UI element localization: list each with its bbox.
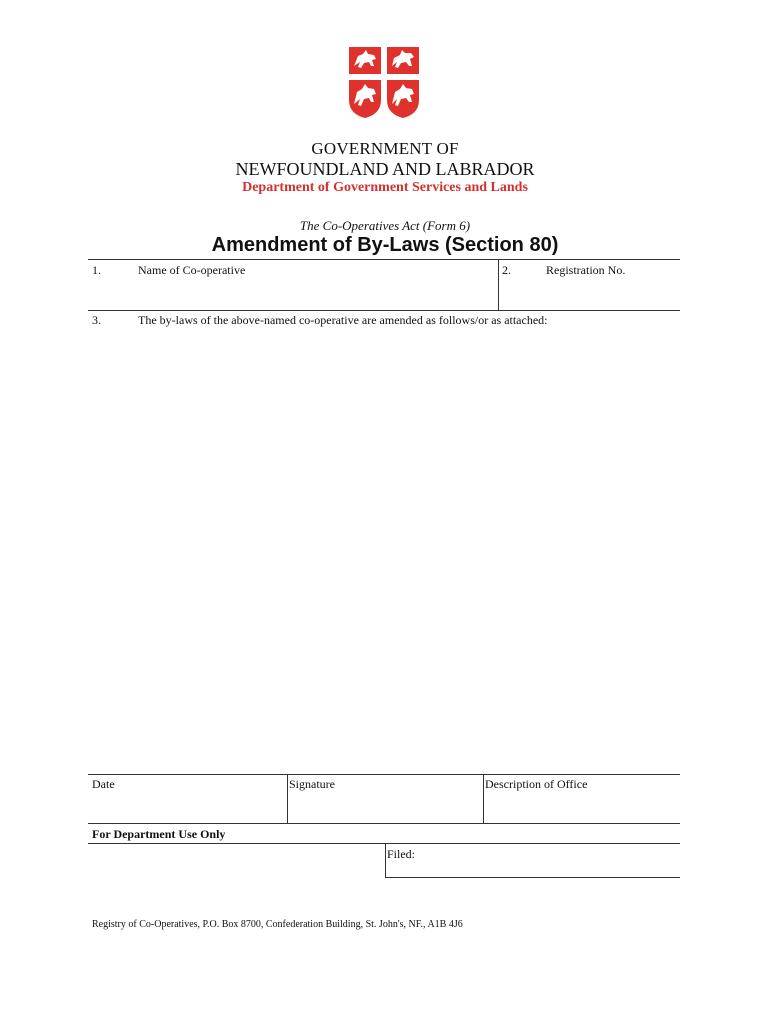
date-field[interactable] [92,793,282,821]
name-of-cooperative-label: Name of Co-operative [138,263,246,277]
divider-line [385,843,386,877]
newfoundland-labrador-crest-logo [348,44,420,120]
divider-line [88,823,680,824]
filed-label: Filed: [387,847,416,861]
bylaws-amendment-label: The by-laws of the above-named co-operative are amended as follows/or as attached: [138,313,548,327]
department-use-only-label: For Department Use Only [92,827,226,841]
divider-line [88,843,680,844]
signature-label: Signature [289,777,335,791]
item-3-number: 3. [92,313,101,327]
divider-line [88,774,680,775]
act-reference: The Co-Operatives Act (Form 6) [299,218,471,233]
item-1-number: 1. [92,263,101,277]
description-of-office-field[interactable] [486,793,676,821]
divider-line [385,877,680,878]
government-line-2: NEWFOUNDLAND AND LABRADOR [235,159,535,179]
registration-number-field[interactable] [504,278,676,306]
divider-line [88,310,680,311]
signature-field[interactable] [290,793,478,821]
description-of-office-label: Description of Office [485,777,588,791]
form-title: Amendment of By-Laws (Section 80) [211,234,559,256]
government-line-1: GOVERNMENT OF [311,139,459,158]
registry-address: Registry of Co-Operatives, P.O. Box 8700, Confederation Building, St. John's, NF., A1B 4J6 [92,919,463,930]
name-of-cooperative-field[interactable] [92,278,492,306]
divider-line [483,774,484,823]
bylaws-amendment-text-area[interactable] [92,332,676,768]
divider-line [498,259,499,311]
item-2-number: 2. [502,263,511,277]
department-name: Department of Government Services and Lands [242,180,528,195]
divider-line [287,774,288,823]
date-label: Date [92,777,115,791]
filed-field[interactable] [420,847,676,873]
registration-number-label: Registration No. [546,263,626,277]
divider-line [88,259,680,260]
